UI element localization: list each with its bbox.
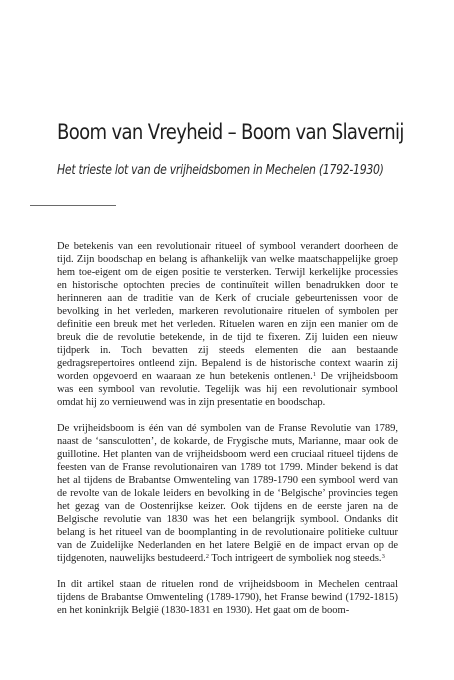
paragraph-text: Toch intrigeert de symboliek nog steeds. (208, 553, 382, 564)
article-body (57, 240, 398, 617)
paragraph (57, 240, 398, 409)
paragraph-text: In dit artikel staan de rituelen rond de vrijheidsboom in Mechelen centraal tijdens de Brabantse Omwenteling (1789-1790), het Franse bewind (1792-1815) en het koninkrijk België (1830-1831 en 1930). Het gaat om de boom- (57, 579, 398, 616)
paragraph-text: De vrijheidsboom was een symbool van revolutie. Tegelijk was hij een revolutionair symbool omdat hij zo vernieuwend was in zijn presentatie en boodschap. (57, 371, 398, 408)
footnote-marker: 3 (381, 553, 385, 560)
footnote-marker: 2 (205, 553, 209, 560)
article-subtitle: Het trieste lot van de vrijheidsbomen in Mechelen (1792-1930) (57, 163, 384, 178)
footnote-marker: 1 (312, 371, 317, 378)
section-divider (30, 205, 116, 206)
article-title: Boom van Vreyheid – Boom van Slavernij (57, 120, 404, 145)
paragraph (57, 422, 398, 565)
paragraph (57, 578, 398, 617)
paragraph-text: De betekenis van een revolutionair ritueel of symbool verandert doorheen de tijd. Zijn boodschap en belang is afhankelijk van welke maatschappelijke groep hem toe-eigent om de eigen positie te versterken. Terwijl kerkelijke processies en historische optochten precies de continuïteit willen benadrukken door te herinneren aan de traditie van de Kerk of cruciale gebeurtenissen voor de bevolking in het verleden, markeren revolutionaire rituelen of symbolen per definitie een breuk met het verleden. Rituelen waren en zijn een manier om de breuk die de revolutie betekende, in de tijd te fixeren. Zij luiden een nieuw tijdperk in. Toch bevatten zij steeds elementen die aan bestaande gedragsrepertoires ontleend zijn. Bepalend is de historische context waarin zij worden opgevoerd en waaraan ze hun betekenis ontlenen. (57, 241, 398, 382)
paragraph-text: De vrijheidsboom is één van dé symbolen van de Franse Revolutie van 1789, naast de ‘sansculotten’, de kokarde, de Frygische muts, Marianne, maar ook de guillotine. Het planten van de vrijheidsboom werd een cruciaal ritueel tijdens de feesten van de Franse revolutionairen van 1789 tot 1799. Minder bekend is dat het al tijdens de Brabantse Omwenteling van 1789-1790 een symbool werd van de revolte van de lokale leiders en bevolking in de ‘Belgische’ provincies tegen het gezag van de Oostenrijkse keizer. Ook tijdens en de eerste jaren na de Belgische revolutie van 1830 was het een belangrijk symbool. Ondanks dit belang is het ritueel van de boomplanting in de revolutionaire politieke cultuur van de Zuidelijke Nederlanden en het latere België en de impact ervan op de tijdgenoten, nauwelijks bestudeerd. (57, 423, 398, 564)
